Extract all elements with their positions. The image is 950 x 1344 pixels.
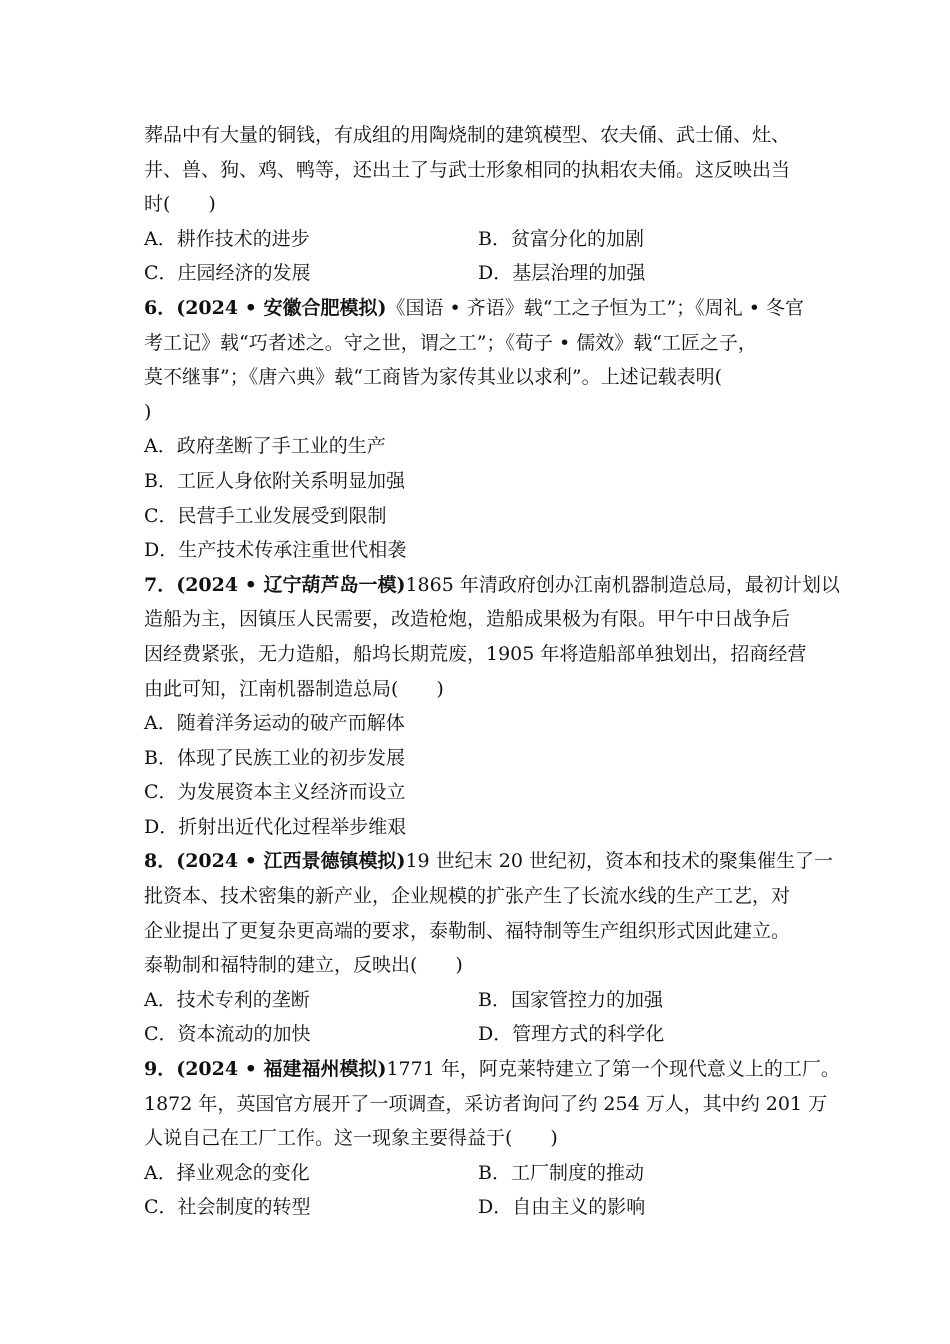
question-8 <box>144 844 833 1052</box>
option-b[interactable]: B．工匠人身依附关系明显加强 <box>144 469 405 492</box>
option-c[interactable]: C．社会制度的转型 <box>144 1196 311 1219</box>
options-row <box>144 1190 812 1225</box>
question-text-line: 时( ) <box>144 193 216 216</box>
options-row <box>144 256 812 291</box>
option-a[interactable]: A．随着洋务运动的破产而解体 <box>144 712 405 735</box>
question-text-line: 葬品中有大量的铜钱，有成组的用陶烧制的建筑模型、农夫俑、武士俑、灶、 <box>144 124 791 146</box>
question-text-line: 造船为主，因镇压人民需要，改造枪炮，造船成果极为有限。甲午中日战争后 <box>144 608 791 631</box>
option-b[interactable]: B．体现了民族工业的初步发展 <box>144 746 405 769</box>
option-d[interactable]: D．折射出近代化过程举步维艰 <box>144 815 407 838</box>
question-text-line: 1872 年，英国官方展开了一项调查，采访者询问了约 254 万人，其中约 201 万 <box>144 1092 828 1115</box>
question-text: 1771 年，阿克莱特建立了第一个现代意义上的工厂。 <box>386 1058 840 1081</box>
options-row <box>144 1017 812 1052</box>
question-label: 9．(2024 • 福建福州模拟) <box>144 1058 387 1081</box>
question-text-line: 批资本、技术密集的新产业，企业规模的扩张产生了长流水线的生产工艺，对 <box>144 885 791 908</box>
options-row <box>144 1156 812 1191</box>
options-row <box>144 983 812 1018</box>
option-d[interactable]: D．自由主义的影响 <box>478 1196 646 1219</box>
question-text-line: ) <box>144 400 152 423</box>
question-first-line <box>144 568 840 603</box>
question-label: 7．(2024 • 辽宁葫芦岛一模) <box>144 573 406 596</box>
question-label: 8．(2024 • 江西景德镇模拟) <box>144 850 406 873</box>
question-text-line: 人说自己在工厂工作。这一现象主要得益于( ) <box>144 1127 558 1150</box>
option-c[interactable]: C．资本流动的加快 <box>144 1023 311 1046</box>
option-d[interactable]: D．管理方式的科学化 <box>478 1023 665 1046</box>
question-text: 1865 年清政府创办江南机器制造总局，最初计划以 <box>405 573 840 596</box>
question-first-line <box>144 1052 840 1087</box>
option-a[interactable]: A．政府垄断了手工业的生产 <box>144 435 386 458</box>
question-text-line: 考工记》载“巧者述之。守之世，谓之工”；《荀子 • 儒效》载“工匠之子， <box>144 331 757 354</box>
question-text: 19 世纪末 20 世纪初，资本和技术的聚集催生了一 <box>405 850 833 873</box>
options-row <box>144 222 812 257</box>
option-c[interactable]: C．为发展资本主义经济而设立 <box>144 781 406 804</box>
option-b[interactable]: B．国家管控力的加强 <box>478 988 663 1011</box>
question-text-line: 泰勒制和福特制的建立，反映出( ) <box>144 954 463 977</box>
option-b[interactable]: B．工厂制度的推动 <box>478 1161 644 1184</box>
option-c[interactable]: C．庄园经济的发展 <box>144 262 311 285</box>
question-5 <box>144 118 812 291</box>
question-text-line: 莫不继事”；《唐六典》载“工商皆为家传其业以求利”。上述记载表明( <box>144 366 723 389</box>
question-text-line: 因经费紧张，无力造船，船坞长期荒废，1905 年将造船部单独划出，招商经营 <box>144 642 807 665</box>
option-b[interactable]: B．贫富分化的加剧 <box>478 227 644 250</box>
question-text: 《国语 • 齐语》载“工之子恒为工”；《周礼 • 冬官 <box>386 296 804 319</box>
option-d[interactable]: D．基层治理的加强 <box>478 262 646 285</box>
question-6 <box>144 291 812 568</box>
option-a[interactable]: A．耕作技术的进步 <box>144 227 310 250</box>
option-d[interactable]: D．生产技术传承注重世代相袭 <box>144 539 407 562</box>
question-label: 6．(2024 • 安徽合肥模拟) <box>144 296 387 319</box>
question-7 <box>144 568 840 845</box>
document-page <box>144 118 840 1225</box>
option-a[interactable]: A．技术专利的垄断 <box>144 988 310 1011</box>
question-first-line <box>144 291 812 326</box>
question-text-line: 井、兽、狗、鸡、鸭等，还出土了与武士形象相同的执耜农夫俑。这反映出当 <box>144 158 791 181</box>
option-c[interactable]: C．民营手工业发展受到限制 <box>144 504 387 527</box>
question-text-line: 由此可知，江南机器制造总局( ) <box>144 677 444 700</box>
question-first-line <box>144 844 833 879</box>
question-9 <box>144 1052 840 1225</box>
option-a[interactable]: A．择业观念的变化 <box>144 1161 310 1184</box>
question-text-line: 企业提出了更复杂更高端的要求，泰勒制、福特制等生产组织形式因此建立。 <box>144 919 791 942</box>
